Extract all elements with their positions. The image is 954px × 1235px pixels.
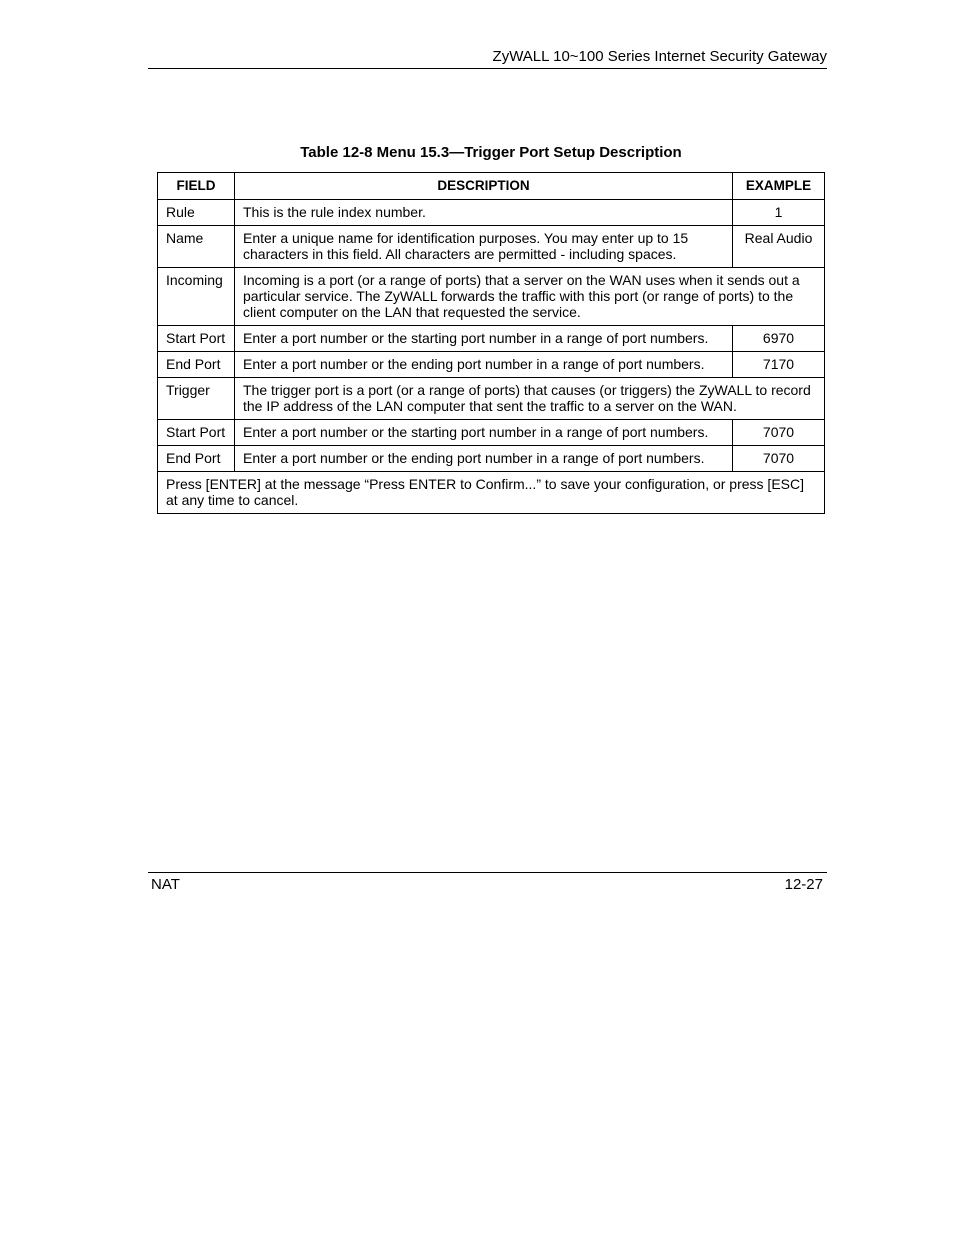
footer-section: NAT [151, 876, 180, 893]
description-cell: This is the rule index number. [235, 200, 733, 226]
description-cell: Enter a port number or the ending port number in a range of port numbers. [235, 446, 733, 472]
footer-page-number: 12-27 [784, 876, 823, 893]
table-caption: Table 12-8 Menu 15.3—Trigger Port Setup Description [300, 144, 682, 161]
table-header-row [158, 173, 825, 200]
table-footer-row [158, 472, 825, 514]
column-header-field: FIELD [158, 173, 235, 200]
description-cell: Incoming is a port (or a range of ports) that a server on the WAN uses when it sends out a particular service. The ZyWALL forwards the traffic with this port (or range of ports) to the client computer on the LAN that requested the service. [235, 268, 825, 326]
table-row [158, 352, 825, 378]
description-cell: Enter a unique name for identification purposes. You may enter up to 15 characters in this field. All characters are permitted - including spaces. [235, 226, 733, 268]
example-cell: 7170 [733, 352, 825, 378]
example-cell: 1 [733, 200, 825, 226]
table-row [158, 326, 825, 352]
field-cell: Start Port [158, 326, 235, 352]
table-row [158, 378, 825, 420]
field-cell: End Port [158, 352, 235, 378]
description-cell: Enter a port number or the starting port number in a range of port numbers. [235, 420, 733, 446]
field-cell: Start Port [158, 420, 235, 446]
example-cell: 7070 [733, 420, 825, 446]
table-row [158, 200, 825, 226]
field-cell: Incoming [158, 268, 235, 326]
description-table [157, 172, 825, 514]
field-cell: End Port [158, 446, 235, 472]
table-row [158, 268, 825, 326]
description-cell: Enter a port number or the starting port number in a range of port numbers. [235, 326, 733, 352]
column-header-description: DESCRIPTION [235, 173, 733, 200]
column-header-example: EXAMPLE [733, 173, 825, 200]
table-row [158, 446, 825, 472]
table-row [158, 226, 825, 268]
example-cell: Real Audio [733, 226, 825, 268]
example-cell: 7070 [733, 446, 825, 472]
table-row [158, 420, 825, 446]
page-footer [148, 872, 827, 893]
description-cell: Enter a port number or the ending port number in a range of port numbers. [235, 352, 733, 378]
footer-note-cell: Press [ENTER] at the message “Press ENTER to Confirm...” to save your configuration, or press [ESC] at any time to cancel. [158, 472, 825, 514]
field-cell: Trigger [158, 378, 235, 420]
header-title: ZyWALL 10~100 Series Internet Security Gateway [492, 48, 827, 65]
example-cell: 6970 [733, 326, 825, 352]
field-cell: Rule [158, 200, 235, 226]
page-header [148, 47, 827, 69]
description-cell: The trigger port is a port (or a range of ports) that causes (or triggers) the ZyWALL to record the IP address of the LAN computer that sent the traffic to a server on the WAN. [235, 378, 825, 420]
field-cell: Name [158, 226, 235, 268]
